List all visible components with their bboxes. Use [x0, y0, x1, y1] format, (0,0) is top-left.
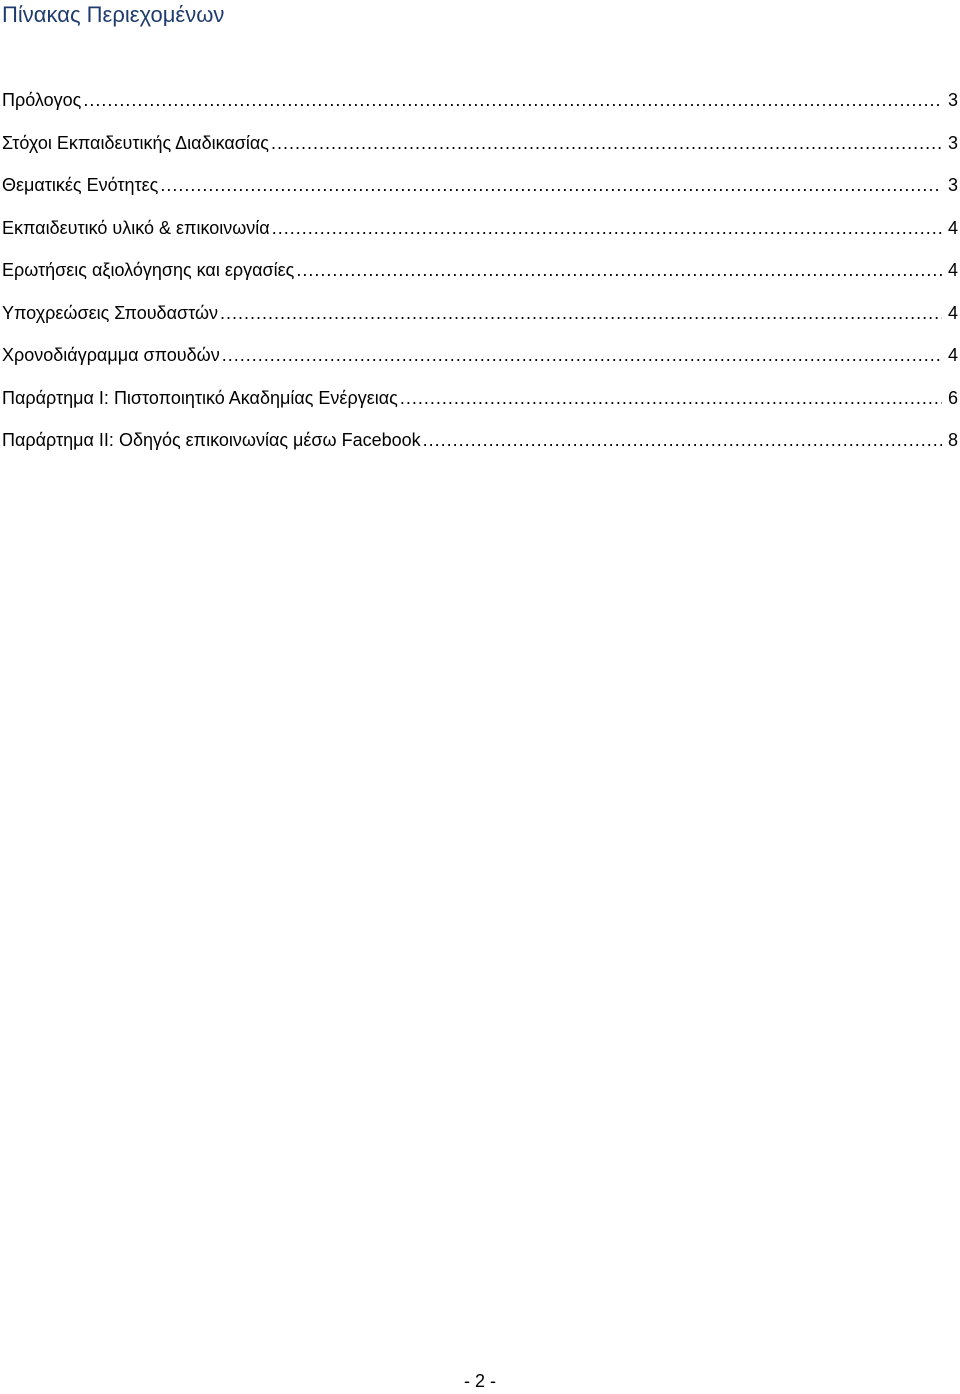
- toc-entry-page: 8: [947, 430, 958, 450]
- toc-entry-assessment[interactable]: [2, 254, 958, 297]
- toc-entry-label: Παράρτημα ΙΙ: Οδηγός επικοινωνίας μέσω Facebook: [2, 430, 421, 450]
- toc-entry-label: Εκπαιδευτικό υλικό & επικοινωνία: [2, 217, 270, 238]
- toc-entry-page: 4: [947, 260, 958, 280]
- toc-dot-leader: [271, 127, 942, 159]
- toc-entry-page: 3: [947, 90, 958, 110]
- toc-entry-label: Παράρτημα Ι: Πιστοποιητικό Ακαδημίας Ενέργειας: [2, 387, 398, 408]
- toc-dot-leader: [160, 169, 942, 201]
- toc-entry-page: 3: [947, 175, 958, 195]
- toc-entry-schedule[interactable]: [2, 339, 958, 382]
- toc-entry-label: Πρόλογος: [2, 90, 82, 110]
- toc-entry-student-obligations[interactable]: [2, 297, 958, 340]
- toc-dot-leader: [83, 84, 942, 116]
- toc-dot-leader: [220, 297, 942, 329]
- toc-dot-leader: [296, 254, 942, 286]
- toc-entry-label: Χρονοδιάγραμμα σπουδών: [2, 345, 220, 365]
- toc-dot-leader: [400, 382, 942, 414]
- toc-entry-appendix-1[interactable]: [2, 382, 958, 425]
- toc-entry-thematic-units[interactable]: [2, 169, 958, 212]
- toc-dot-leader: [423, 424, 942, 456]
- toc-entry-page: 4: [947, 217, 958, 238]
- toc-dot-leader: [222, 339, 942, 371]
- toc-entry-page: 4: [947, 345, 958, 365]
- toc-entry-page: 3: [947, 132, 958, 153]
- toc-entry-label: Υποχρεώσεις Σπουδαστών: [2, 302, 218, 323]
- toc-entry-prologue[interactable]: [2, 84, 958, 127]
- toc-entry-goals[interactable]: [2, 127, 958, 170]
- toc-title: Πίνακας Περιεχομένων: [2, 2, 225, 27]
- toc-entry-label: Ερωτήσεις αξιολόγησης και εργασίες: [2, 260, 295, 280]
- toc-entry-page: 4: [947, 302, 958, 323]
- page-number-footer: - 2 -: [463, 1371, 496, 1391]
- toc-list: [2, 84, 958, 467]
- toc-entry-material-communication[interactable]: [2, 212, 958, 255]
- toc-entry-label: Θεματικές Ενότητες: [2, 175, 159, 195]
- toc-entry-label: Στόχοι Εκπαιδευτικής Διαδικασίας: [2, 132, 269, 153]
- toc-entry-appendix-2[interactable]: [2, 424, 958, 467]
- toc-entry-page: 6: [947, 387, 958, 408]
- toc-dot-leader: [272, 212, 942, 244]
